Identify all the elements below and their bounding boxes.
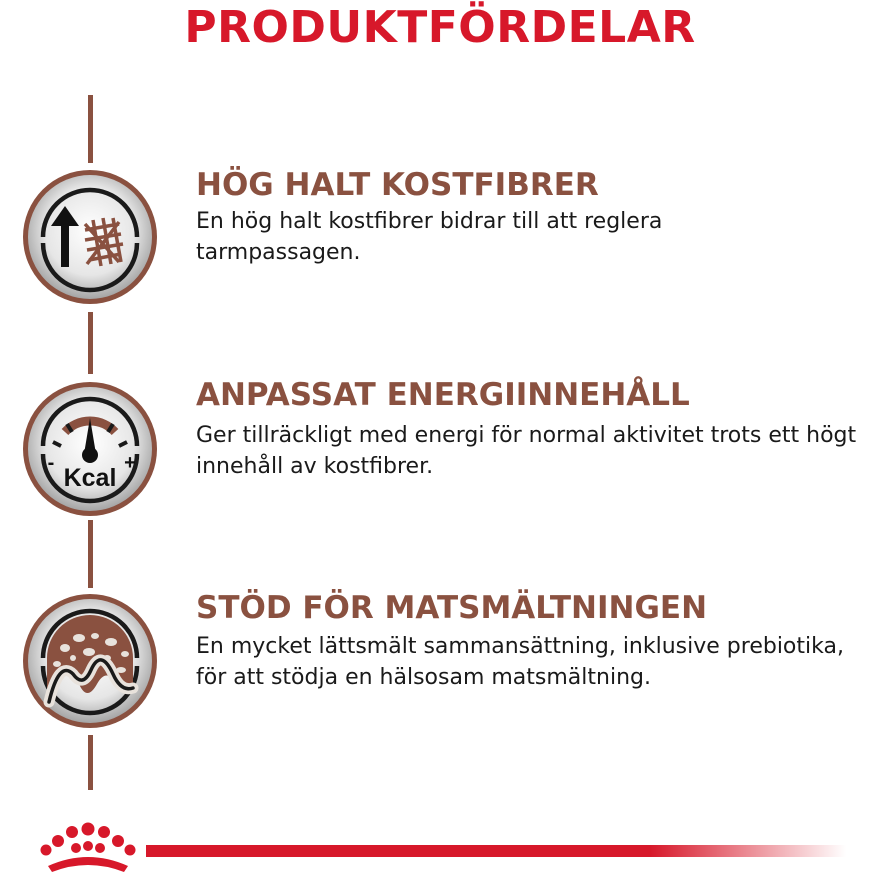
royal-crown-icon bbox=[30, 822, 146, 874]
minus-label: - bbox=[47, 452, 55, 474]
brand-footer-band bbox=[146, 845, 846, 857]
benefit-description: En hög halt kostfibrer bidrar till att reglera tarmpassagen. bbox=[196, 209, 663, 265]
benefit-description: Ger tillräckligt med energi för normal aktivitet trots ett högt innehåll av kostfibrer. bbox=[196, 423, 857, 479]
kcal-gauge-icon bbox=[21, 380, 159, 518]
benefit-title: STÖD FÖR MATSMÄLTNINGEN bbox=[196, 590, 708, 626]
plus-label: + bbox=[124, 452, 136, 474]
fiber-arrow-up-icon bbox=[21, 168, 159, 306]
timeline-line bbox=[88, 735, 93, 790]
benefit-description: En mycket lättsmält sammansättning, inklusive prebiotika, för att stödja en hälsosam matsmältning. bbox=[196, 634, 844, 690]
benefit-title: HÖG HALT KOSTFIBRER bbox=[196, 167, 599, 203]
digestion-icon bbox=[21, 592, 159, 730]
page-title: PRODUKTFÖRDELAR bbox=[184, 2, 696, 53]
timeline-line bbox=[88, 520, 93, 588]
benefit-title: ANPASSAT ENERGIINNEHÅLL bbox=[196, 377, 690, 413]
timeline-line bbox=[88, 95, 93, 163]
timeline-line bbox=[88, 312, 93, 374]
kcal-label: Kcal bbox=[63, 464, 117, 492]
